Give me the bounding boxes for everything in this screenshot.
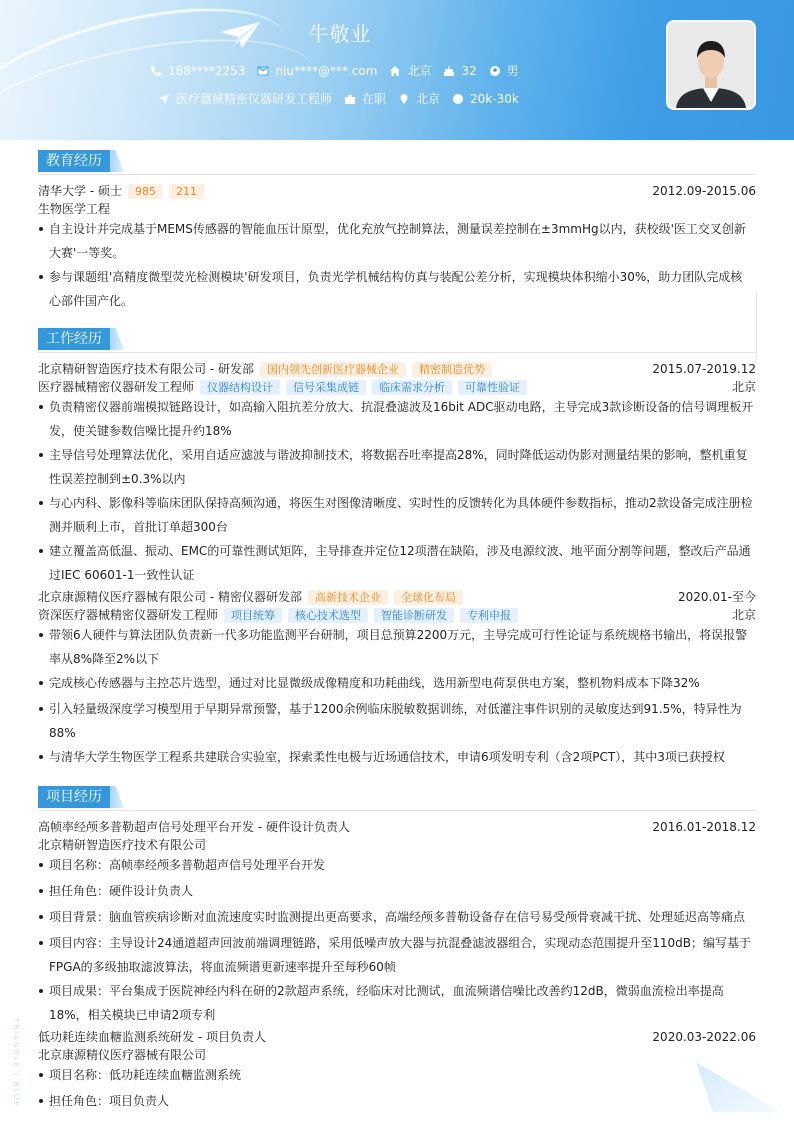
section-title-tail <box>110 786 124 808</box>
project-bullet: 担任角色：硬件设计负责人 <box>38 879 754 903</box>
education-bullet: 自主设计并完成基于MEMS传感器的智能血压计原型，优化充放气控制算法，测量误差控制在±3mmHg以内，获校级'医工交叉创新大赛'一等奖。 <box>38 217 754 265</box>
target-city-item <box>398 90 440 107</box>
project-org: 北京精研智造医疗技术有限公司 <box>38 838 207 852</box>
project-bullet: 项目名称：高帧率经颅多普勒超声信号处理平台开发 <box>38 853 754 877</box>
salary-item <box>452 92 519 106</box>
gender-item <box>489 62 519 79</box>
education-bullet: 参与课题组'高精度微型荧光检测模块'研发项目，负责光学机械结构仿真与装配公差分析，实现模块体积缩小30%，助力团队完成核心部件国产化。 <box>38 265 754 313</box>
project-name: 低功耗连续血糖监测系统研发 - 项目负责人 <box>38 1030 266 1044</box>
job-role: 资深医疗器械精密仪器研发工程师 <box>38 608 219 622</box>
skill-badge: 可靠性验证 <box>458 380 527 395</box>
job-city: 北京 <box>731 380 756 394</box>
project-org: 北京康源精仪医疗器械有限公司 <box>38 1048 207 1062</box>
city-text: 北京 <box>407 64 432 78</box>
section-title: 工作经历 <box>38 328 110 350</box>
job-bullet: 负责精密仪器前端模拟链路设计，如高输入阻抗差分放大、抗混叠滤波及16bit ADC驱动电路，主导完成3款诊断设备的信号调理板开发，使关键参数信噪比提升约18% <box>38 395 754 443</box>
avatar-portrait <box>668 22 754 108</box>
company-name: 北京精研智造医疗技术有限公司 - 研发部 <box>38 362 254 376</box>
job-bullet: 主导信号处理算法优化，采用自适应滤波与谐波抑制技术，将数据吞吐率提高28%，同时降低运动伪影对测量结果的影响，整机重复性误差控制到±0.3%以内 <box>38 443 754 491</box>
project-bullet: 担任角色：项目负责人 <box>38 1089 754 1113</box>
major: 生物医学工程 <box>38 202 111 216</box>
job-role-row <box>38 607 756 623</box>
school-badge: 211 <box>169 184 204 199</box>
job-target-item <box>158 90 332 107</box>
job-city: 北京 <box>731 608 756 622</box>
education-school-row <box>38 183 756 199</box>
skill-badge: 临床需求分析 <box>372 380 452 395</box>
home-icon <box>389 65 401 77</box>
company-badge: 全球化布局 <box>394 590 463 605</box>
avatar <box>666 20 756 110</box>
job-intent-row <box>158 90 531 107</box>
education-section-header <box>38 150 756 175</box>
job-bullet: 与清华大学生物医学工程系共建联合实验室，探索柔性电极与近场通信技术，申请6项发明专利（含2项PCT），其中3项已获授权 <box>38 745 754 769</box>
phone-item <box>150 64 245 78</box>
age-item <box>443 64 476 78</box>
job-bullet: 与心内科、影像科等临床团队保持高频沟通，将医生对图像清晰度、实时性的反馈转化为具体硬件参数指标，推动2款设备完成注册检测并顺利上市，首批订单超300台 <box>38 491 754 539</box>
skill-badge: 项目统筹 <box>224 608 282 623</box>
skill-badge: 核心技术选型 <box>288 608 368 623</box>
status-item <box>344 90 386 107</box>
company-badge: 高新技术企业 <box>308 590 388 605</box>
company-badge: 国内领先创新医疗器械企业 <box>260 362 406 377</box>
project-period: 2016.01-2018.12 <box>652 820 756 834</box>
section-title: 项目经历 <box>38 786 110 808</box>
email-item <box>257 64 377 78</box>
school-name: 清华大学 - 硕士 <box>38 184 122 198</box>
watermark-text: TRIANGLE / BLUE <box>12 1018 20 1108</box>
target-city-text: 北京 <box>416 92 441 106</box>
skill-badge: 信号采集成链 <box>286 380 366 395</box>
contact-row <box>150 62 531 79</box>
job-bullet: 建立覆盖高低温、振动、EMC的可靠性测试矩阵，主导排查并定位12项潜在缺陷，涉及电源纹波、地平面分割等问题，整改后产品通过IEC 60601-1一致性认证 <box>38 539 754 587</box>
gender-text: 男 <box>506 64 519 78</box>
money-icon <box>452 93 464 105</box>
paper-plane-icon <box>220 22 260 48</box>
job-company-row <box>38 361 756 377</box>
job-bullet: 引入轻量级深度学习模型用于早期异常预警，基于1200余例临床脱敏数据训练，对低灌注事件识别的灵敏度达到91.5%，特异性为88% <box>38 697 754 745</box>
location-icon <box>398 93 410 105</box>
job-target-text: 医疗器械精密仪器研发工程师 <box>176 92 333 106</box>
gender-icon <box>489 65 501 77</box>
phone-text: 188****2253 <box>168 63 246 78</box>
skill-badge: 仪器结构设计 <box>200 380 280 395</box>
project-bullet: 项目名称：低功耗连续血糖监测系统 <box>38 1063 754 1087</box>
job-role: 医疗器械精密仪器研发工程师 <box>38 380 195 394</box>
school-badge: 985 <box>128 184 163 199</box>
education-period: 2012.09-2015.06 <box>652 184 756 198</box>
section-title: 教育经历 <box>38 150 110 172</box>
job-company-row <box>38 589 756 605</box>
phone-icon <box>150 65 162 77</box>
work-section-header <box>38 328 756 353</box>
candidate-name: 牛敬业 <box>308 22 372 46</box>
project-name-row <box>38 819 756 835</box>
resume-header <box>0 0 794 140</box>
city-item <box>389 62 431 79</box>
skill-badge: 智能诊断研发 <box>374 608 454 623</box>
job-period: 2015.07-2019.12 <box>652 362 756 376</box>
briefcase-icon <box>344 93 356 105</box>
salary-text: 20k-30k <box>470 91 519 106</box>
send-icon <box>158 93 170 105</box>
email-text: niu****@***.com <box>275 63 378 78</box>
divider <box>756 292 757 360</box>
project-name-row <box>38 1029 756 1045</box>
project-bullet: 项目成果：平台集成于医院神经内科在研的2款超声系统，经临床对比测试，血流频谱信噪比改善约12dB，微弱血流检出率提高18%，相关模块已申请2项专利 <box>38 979 754 1027</box>
project-period: 2020.03-2022.06 <box>652 1030 756 1044</box>
mail-icon <box>257 65 269 77</box>
skill-badge: 专利申报 <box>460 608 518 623</box>
company-name: 北京康源精仪医疗器械有限公司 - 精密仪器研发部 <box>38 590 302 604</box>
section-title-tail <box>110 150 124 172</box>
job-bullet: 带领6人硬件与算法团队负责新一代多功能监测平台研制，项目总预算2200万元，主导完成可行性论证与系统规格书输出，将误报警率从8%降至2%以下 <box>38 623 754 671</box>
age-text: 32 <box>461 63 477 78</box>
project-name: 高帧率经颅多普勒超声信号处理平台开发 - 硬件设计负责人 <box>38 820 350 834</box>
section-title-tail <box>110 328 124 350</box>
company-badge: 精密制造优势 <box>412 362 492 377</box>
status-text: 在职 <box>362 92 387 106</box>
age-icon <box>443 65 455 77</box>
project-bullet: 项目背景：脑血管疾病诊断对血流速度实时监测提出更高要求，高端经颅多普勒设备存在信号易受颅骨衰减干扰、处理延迟高等痛点 <box>38 905 754 929</box>
project-bullet: 项目内容：主导设计24通道超声回波前端调理链路，采用低噪声放大器与抗混叠滤波器组合，实现动态范围提升至110dB；编写基于FPGA的多级抽取滤波算法，将血流频谱更新速率提升至每秒60帧 <box>38 931 754 979</box>
job-period: 2020.01-至今 <box>678 590 756 604</box>
job-role-row <box>38 379 756 395</box>
project-section-header <box>38 786 756 811</box>
job-bullet: 完成核心传感器与主控芯片选型，通过对比显微级成像精度和功耗曲线，选用新型电荷泵供电方案，整机物料成本下降32% <box>38 671 754 695</box>
